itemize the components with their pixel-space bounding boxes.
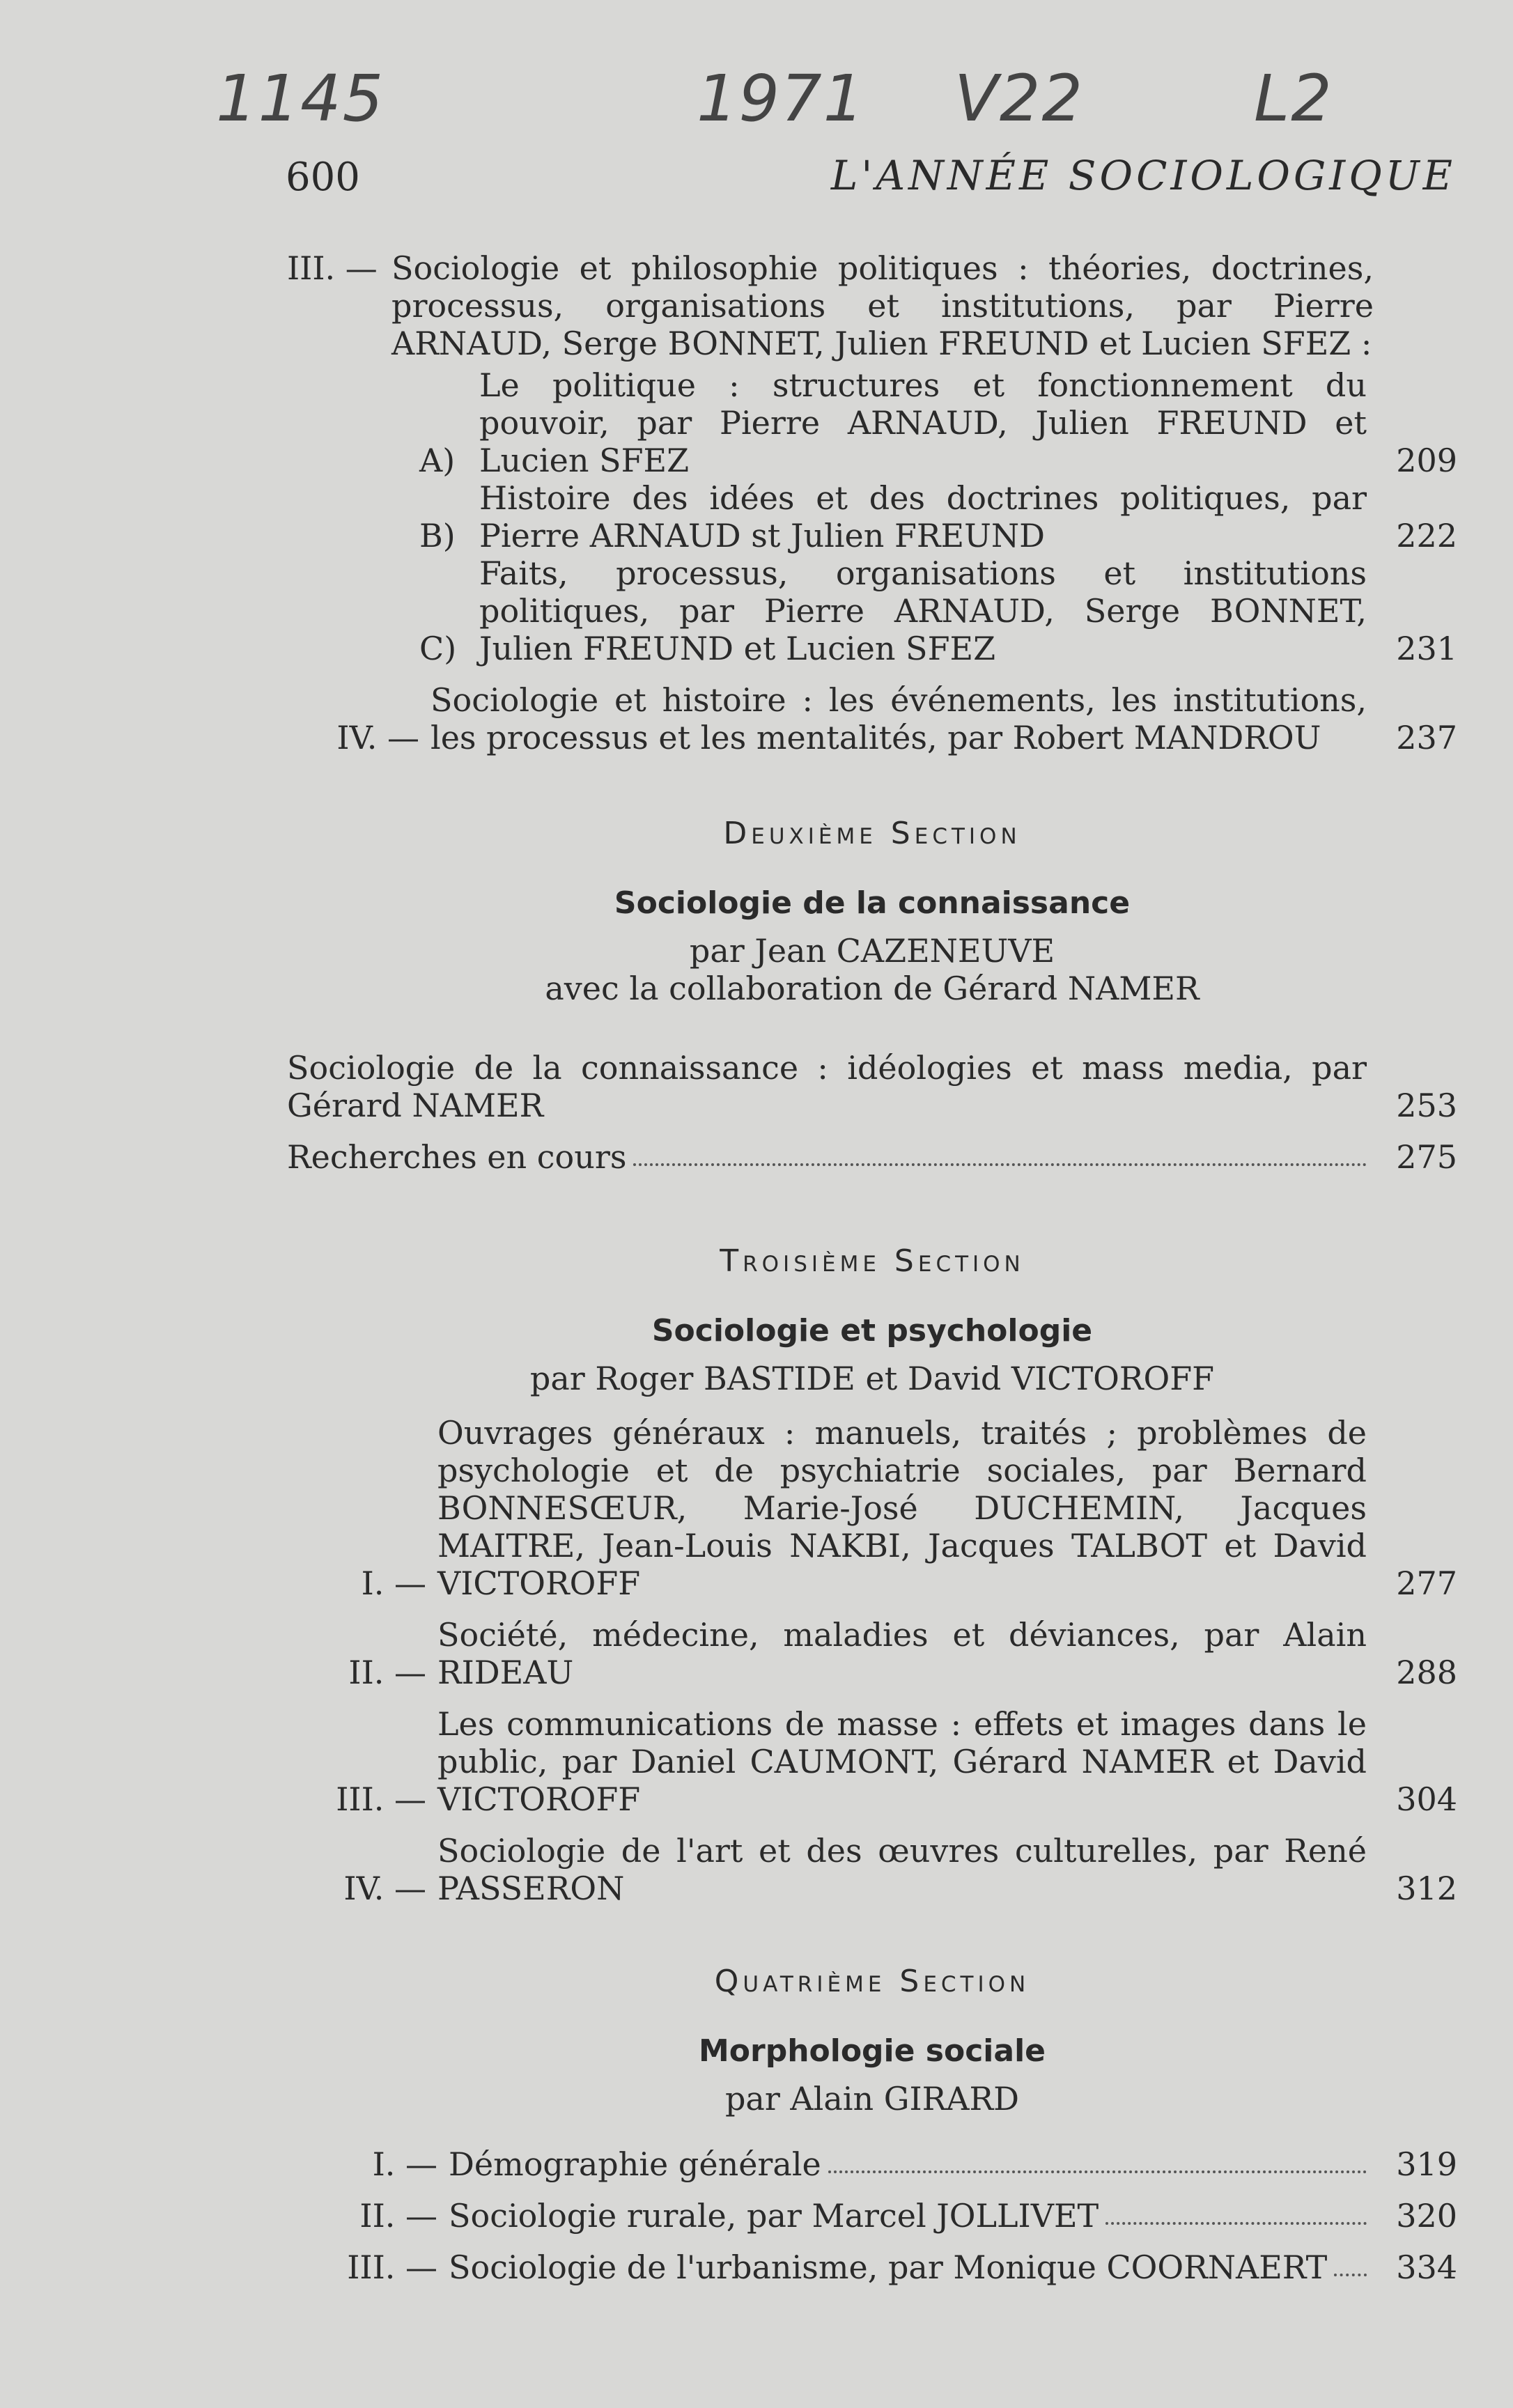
page-ref: 209: [1396, 442, 1457, 479]
entry-text: Sociologie rurale, par Marcel JOLLIVET: [449, 2197, 1099, 2235]
page-ref: 320: [1396, 2197, 1457, 2235]
toc-subentry-a: [419, 366, 1457, 479]
toc-entry: [287, 1049, 1457, 1124]
entry-number: II. —: [359, 2197, 437, 2235]
toc-entry: [287, 1138, 1457, 1176]
page-ref: 253: [1396, 1087, 1457, 1124]
handwritten-code: L2: [1254, 61, 1333, 136]
toc-entry: [287, 1616, 1457, 1691]
entry-text: Sociologie de la connaissance : idéologies et mass media, par Gérard NAMER: [287, 1049, 1367, 1124]
handwritten-year: 1971: [697, 61, 866, 136]
running-title: L'ANNÉE SOCIOLOGIQUE: [830, 152, 1456, 199]
page-ref: 288: [1396, 1654, 1457, 1691]
toc-entry: [287, 1414, 1457, 1602]
entry-number: IV. —: [336, 719, 419, 756]
page-ref: 237: [1396, 719, 1457, 756]
section-author: par Jean CAZENEUVE: [689, 932, 1055, 970]
entry-text: Société, médecine, maladies et déviances, par Alain RIDEAU: [437, 1616, 1367, 1691]
entry-number: II. —: [348, 1654, 426, 1691]
entry-text: Sociologie et histoire : les événements, les institutions, les processus et les mentalités, par Robert MANDROU: [430, 681, 1367, 756]
toc-entry: [287, 2145, 1457, 2183]
entry-number: I. —: [361, 1564, 426, 1602]
subentry-text: Le politique : structures et fonctionnement du pouvoir, par Pierre ARNAUD, Julien FREUND et Lucien SFEZ: [479, 366, 1367, 479]
section-label: Quatrième Section: [714, 1964, 1030, 1999]
entry-text: Sociologie et philosophie politiques : théories, doctrines, processus, organisations et institutions, par Pierre ARNAUD, Serge BONNET, Julien FREUND et Lucien SFEZ :: [391, 249, 1374, 362]
entry-number: III. —: [287, 249, 378, 287]
entry-number: IV. —: [343, 1870, 426, 1907]
subentry-text: Faits, processus, organisations et institutions politiques, par Pierre ARNAUD, Serge BONNET, Julien FREUND et Lucien SFEZ: [479, 554, 1367, 667]
handwritten-mark: 1145: [216, 61, 385, 136]
dot-leader: [828, 2170, 1367, 2173]
entry-text: Recherches en cours: [287, 1138, 627, 1176]
page-ref: 312: [1396, 1870, 1457, 1907]
toc-entry-part4: [287, 681, 1457, 756]
toc-entry: [287, 2197, 1457, 2235]
toc-subentry-c: [419, 554, 1457, 667]
entry-number: III. —: [336, 1780, 426, 1818]
toc-subentry-b: [419, 479, 1457, 554]
section-label: Deuxième Section: [723, 816, 1021, 851]
entry-text: Sociologie de l'urbanisme, par Monique COORNAERT: [449, 2248, 1328, 2286]
dot-leader: [1334, 2274, 1367, 2276]
section-author: par Roger BASTIDE et David VICTOROFF: [529, 1360, 1215, 1397]
section-author: par Alain GIRARD: [724, 2080, 1020, 2118]
page-ref: 277: [1396, 1564, 1457, 1602]
toc-entry: [287, 1705, 1457, 1818]
section-label: Troisième Section: [720, 1243, 1025, 1279]
page-ref: 319: [1396, 2145, 1457, 2183]
page-number: 600: [286, 155, 360, 200]
page-ref: 334: [1396, 2248, 1457, 2286]
subentry-letter: A): [419, 442, 456, 479]
page-ref: 304: [1396, 1780, 1457, 1818]
page-ref: 231: [1396, 630, 1457, 667]
toc-entry-part3: [287, 249, 1457, 362]
subentry-letter: C): [419, 630, 457, 667]
toc-entry: [287, 1832, 1457, 1907]
entry-number: III. —: [347, 2248, 437, 2286]
entry-text: Ouvrages généraux : manuels, traités ; problèmes de psychologie et de psychiatrie sociales, par Bernard BONNESŒUR, Marie-José DUCHEMIN, Jacques MAITRE, Jean-Louis NAKBI, Jacques TALBOT et David VICTOROFF: [437, 1414, 1367, 1602]
table-of-contents: [287, 249, 1457, 2286]
section-title: Sociologie et psychologie: [651, 1313, 1093, 1349]
section-title: Morphologie sociale: [698, 2033, 1046, 2069]
entry-text: Démographie générale: [449, 2145, 821, 2183]
entry-number: I. —: [372, 2145, 437, 2183]
subentry-text: Histoire des idées et des doctrines politiques, par Pierre ARNAUD st Julien FREUND: [479, 479, 1367, 554]
subentry-letter: B): [419, 517, 456, 554]
toc-entry: [287, 2248, 1457, 2286]
entry-text: Sociologie de l'art et des œuvres culturelles, par René PASSERON: [437, 1832, 1367, 1907]
section-collaborator: avec la collaboration de Gérard NAMER: [545, 970, 1200, 1007]
page-ref: 275: [1396, 1138, 1457, 1176]
dot-leader: [1105, 2222, 1367, 2225]
section-title: Sociologie de la connaissance: [614, 885, 1131, 921]
handwritten-volume: V22: [954, 61, 1085, 136]
page-ref: 222: [1396, 517, 1457, 554]
entry-text: Les communications de masse : effets et images dans le public, par Daniel CAUMONT, Gérard NAMER et David VICTOROFF: [437, 1705, 1367, 1818]
dot-leader: [633, 1163, 1367, 1166]
